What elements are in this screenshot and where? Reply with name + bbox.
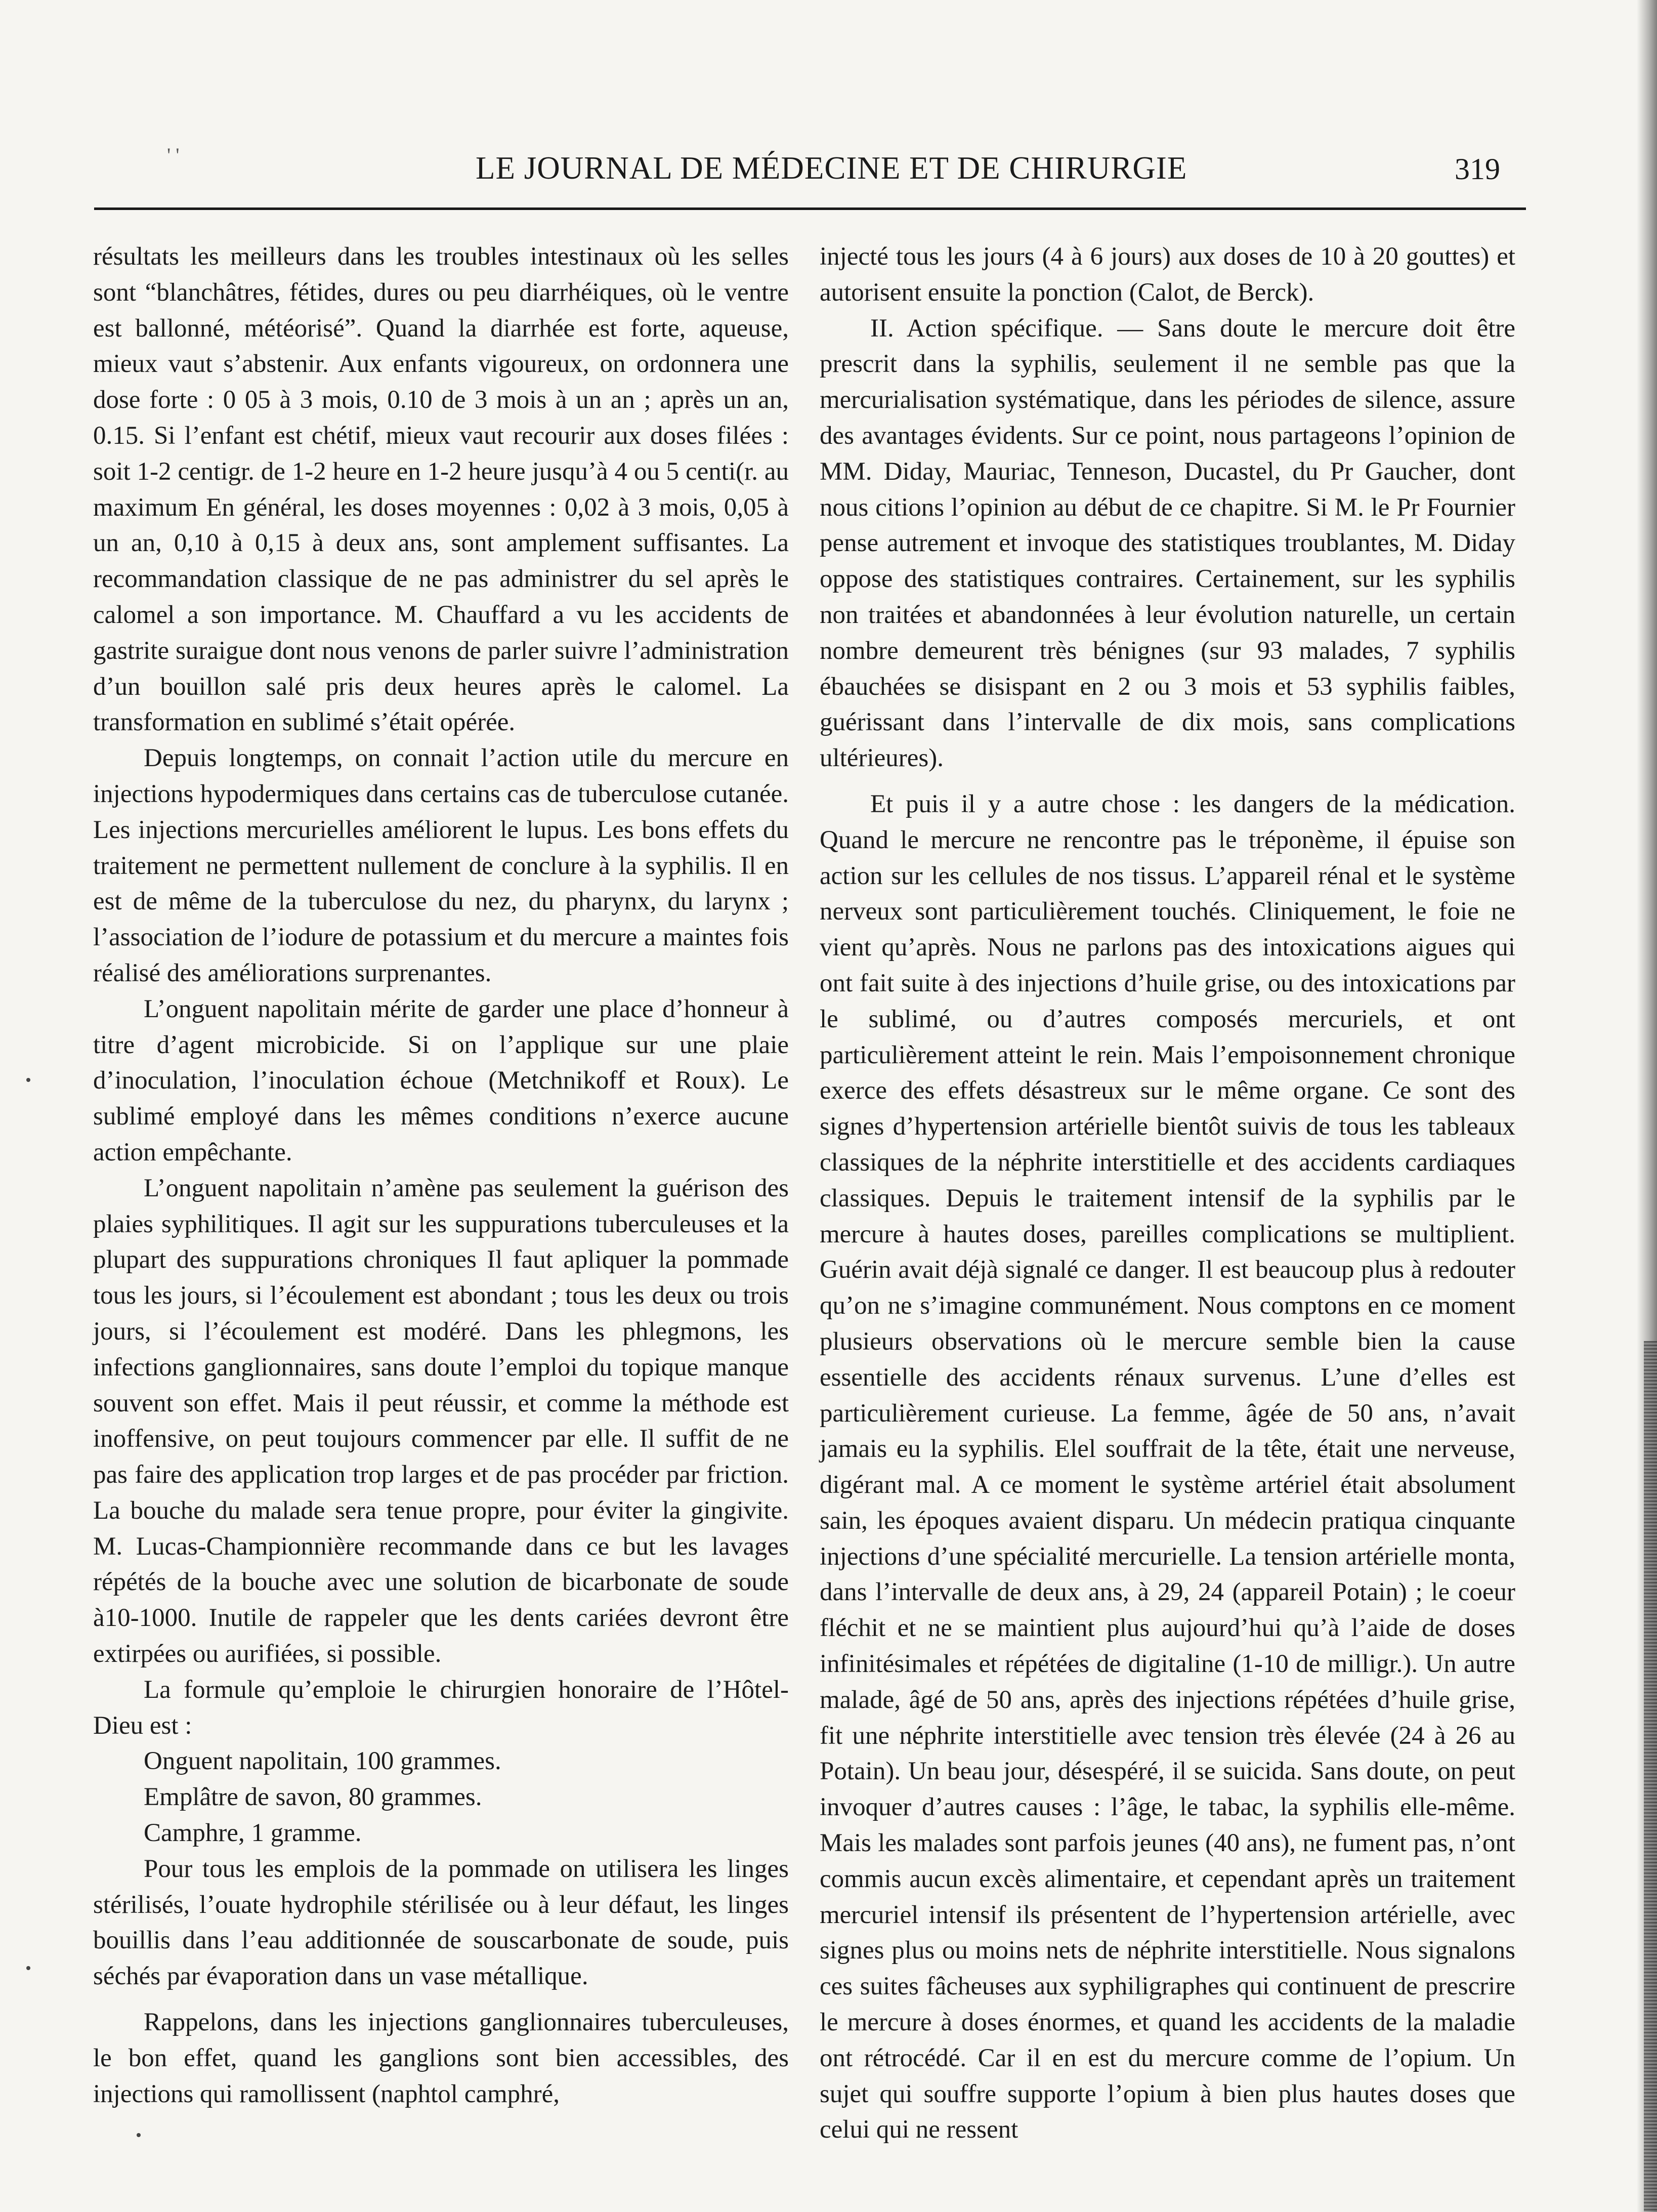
left-column [93, 239, 789, 2112]
paragraph-sterile-linen: Pour tous les emplois de la pommade on utilisera les linges stérilisés, l’ouate hydrophile stérilisée ou à leur défaut, les linges bouillis dans l’eau additionnée de souscarbonate de soude, puis séchés par évaporation dans un vase métallique. [93, 1854, 789, 1991]
paragraph-onguent-napolitain: L’onguent napolitain mérite de garder une place d’honneur à titre d’agent microbicide. Si on l’applique sur une plaie d’inoculation, l’inoculation échoue (Metchnikoff et Roux). Le sublimé employé dans les mêmes conditions n’exerce aucune action empêchante. [93, 994, 789, 1166]
margin-speck [137, 2133, 141, 2137]
paragraph-medication-dangers: Et puis il y a autre chose : les dangers de la médication. Quand le mercure ne rencontre pas le tréponème, il épuise son action sur les cellules de nos tissus. L’appareil rénal et le système nerveux sont particulièrement touchés. Cliniquement, le foie ne vient qu’après. Nous ne parlons pas des intoxications aigues qui ont fait suite à des injections d’huile grise, ou des intoxications par le sublimé, ou d’autres composés mercuriels, et ont particulièrement atteint le rein. Mais l’empoisonnement chronique exerce des effets désastreux sur le même organe. Ce sont des signes d’hypertension artérielle bientôt suivis de tous les tableaux classiques de la néphrite interstitielle et des accidents cardiaques classiques. Depuis le traitement intensif de la syphilis par le mercure à hautes doses, pareilles complications se multiplient. Guérin avait déjà signalé ce danger. Il est beaucoup plus à redouter qu’on ne s’imagine communément. Nous comptons en ce moment plusieurs observations où le mercure semble bien la cause essentielle des accidents rénaux survenus. L’une d’elles est particulièrement curieuse. La femme, âgée de 50 ans, n’avait jamais eu la syphilis. Elel souffrait de la tête, était une nerveuse, digérant mal. A ce moment le système artériel était absolument sain, les époques avaient disparu. Un médecin pratiqua cinquante injections d’une spécialité mercurielle. La tension artérielle monta, dans l’intervalle de deux ans, à 29, 24 (appareil Potain) ; le coeur fléchit et ne se maintient plus aujourd’hui qu’à l’aide de doses infinitésimales et répétées de digitaline (1-10 de milligr.). Un autre malade, âgé de 50 ans, après des injections répétées d’huile grise, fit une néphrite interstitielle avec tension très élevée (24 à 26 au Potain). Un beau jour, désespéré, il se suicida. Sans doute, on peut invoquer d’autres causes : l’âge, le tabac, la syphilis elle-même. Mais les malades sont parfois jeunes (40 ans), ne fument pas, n’ont commis aucun excès alimentaire, et cependant après un traitement mercuriel intensif ils présentent de l’hypertension artérielle, avec signes plus ou moins nets de néphrite interstitielle. Nous signalons ces suites fâcheuses aux syphiligraphes qui continuent de prescrire le mercure à doses énormes, et quand les accidents de la maladie ont rétrocédé. Car il en est du mercure comme de l’opium. Un sujet qui souffre supporte l’opium à bien plus hautes doses que celui qui ne ressent [820, 789, 1515, 2144]
scan-edge-binding [1644, 1341, 1657, 2211]
margin-speck [26, 1078, 30, 1082]
paragraph-ganglionic-injections: Rappelons, dans les injections ganglionnaires tuberculeuses, le bon effet, quand les ganglions sont bien accessibles, des injections qui ramollissent (naphtol camphré, [93, 2008, 789, 2108]
paragraph-suppurations: L’onguent napolitain n’amène pas seulement la guérison des plaies syphilitiques. Il agit sur les suppurations tuberculeuses et la plupart des suppurations chroniques Il faut apliquer la pommade tous les jours, si l’écoulement est abondant ; tous les deux ou trois jours, si l’écoulement est modéré. Dans les phlegmons, les infections ganglionnaires, sans doute l’emploi du topique manque souvent son effet. Mais il peut réussir, et comme la méthode est inoffensive, on peut toujours commencer par elle. Il suffit de ne pas faire des application trop larges et de pas procéder par friction. La bouche du malade sera tenue propre, pour éviter la gingivite. M. Lucas-Championnière recommande dans ce but les lavages répétés de la bouche avec une solution de bicarbonate de soude à10-1000. Inutile de rappeler que les dents cariées devront être extirpées ou aurifiées, si possible. [93, 1174, 789, 1668]
formula-line: Camphre, 1 gramme. [144, 1819, 362, 1848]
right-column [820, 239, 1515, 2148]
margin-speck [26, 1966, 30, 1970]
formula-line: Emplâtre de savon, 80 grammes. [144, 1783, 482, 1812]
paragraph-calomel-doses: résultats les meilleurs dans les troubles intestinaux où les selles sont “blanchâtres, fétides, dures ou peu diarrhéiques, où le ventre est ballonné, météorisé”. Quand la diarrhée est forte, aqueuse, mieux vaut s’abstenir. Aux enfants vigoureux, on ordonnera une dose forte : 0 05 à 3 mois, 0.10 de 3 mois à un an ; après un an, 0.15. Si l’enfant est chétif, mieux vaut recourir aux doses filées : soit 1-2 centigr. de 1-2 heure en 1-2 heure jusqu’à 4 ou 5 centi(r. au maximum En général, les doses moyennes : 0,02 à 3 mois, 0,05 à un an, 0,10 à 0,15 à deux ans, sont amplement suffisantes. La recommandation classique de ne pas administrer du sel après le calomel a son importance. M. Chauffard a vu les accidents de gastrite suraigue dont nous venons de parler suivre l’administration d’un bouillon salé pris deux heures après le calomel. La transformation en sublimé s’était opérée. [93, 242, 789, 737]
paragraph-hypodermic-injections: Depuis longtemps, on connait l’action utile du mercure en injections hypodermiques dans certains cas de tuberculose cutanée. Les injections mercurielles améliorent le lupus. Les bons effets du traitement ne permettent nullement de conclure à la syphilis. Il en est de même de la tuberculose du nez, du pharynx, du larynx ; l’association de l’iodure de potassium et du mercure a maintes fois réalisé des améliorations surprenantes. [93, 744, 789, 987]
paragraph-formula-intro: La formule qu’emploie le chirurgien honoraire de l’Hôtel-Dieu est : [93, 1675, 789, 1740]
page-number: 319 [1455, 152, 1500, 186]
paragraph-action-specifique: II. Action spécifique. — Sans doute le mercure doit être prescrit dans la syphilis, seulement il ne semble pas que la mercurialisation systématique, dans les périodes de silence, assure des avantages évidents. Sur ce point, nous partageons l’opinion de MM. Diday, Mauriac, Tenneson, Ducastel, du Pr Gaucher, dont nous citions l’opinion au début de ce chapitre. Si M. le Pr Fournier pense autrement et invoque des statistiques troublantes, M. Diday oppose des statistiques contraires. Certainement, sur les syphilis non traitées et abandonnées à leur évolution naturelle, un certain nombre demeurent très bénignes (sur 93 malades, 7 syphilis ébauchées se disispant en 2 ou 3 mois et 53 syphilis faibles, guérissant dans l’intervalle de dix mois, sans complications ultérieures). [820, 314, 1515, 773]
corner-mark: ' ' [167, 144, 180, 166]
formula-line: Onguent napolitain, 100 grammes. [144, 1747, 501, 1776]
paragraph-continuation: injecté tous les jours (4 à 6 jours) aux doses de 10 à 20 gouttes) et autorisent ensuite la ponction (Calot, de Berck). [820, 242, 1515, 307]
header-rule [94, 207, 1526, 210]
running-header-title: LE JOURNAL DE MÉDECINE ET DE CHIRURGIE [476, 150, 1187, 186]
